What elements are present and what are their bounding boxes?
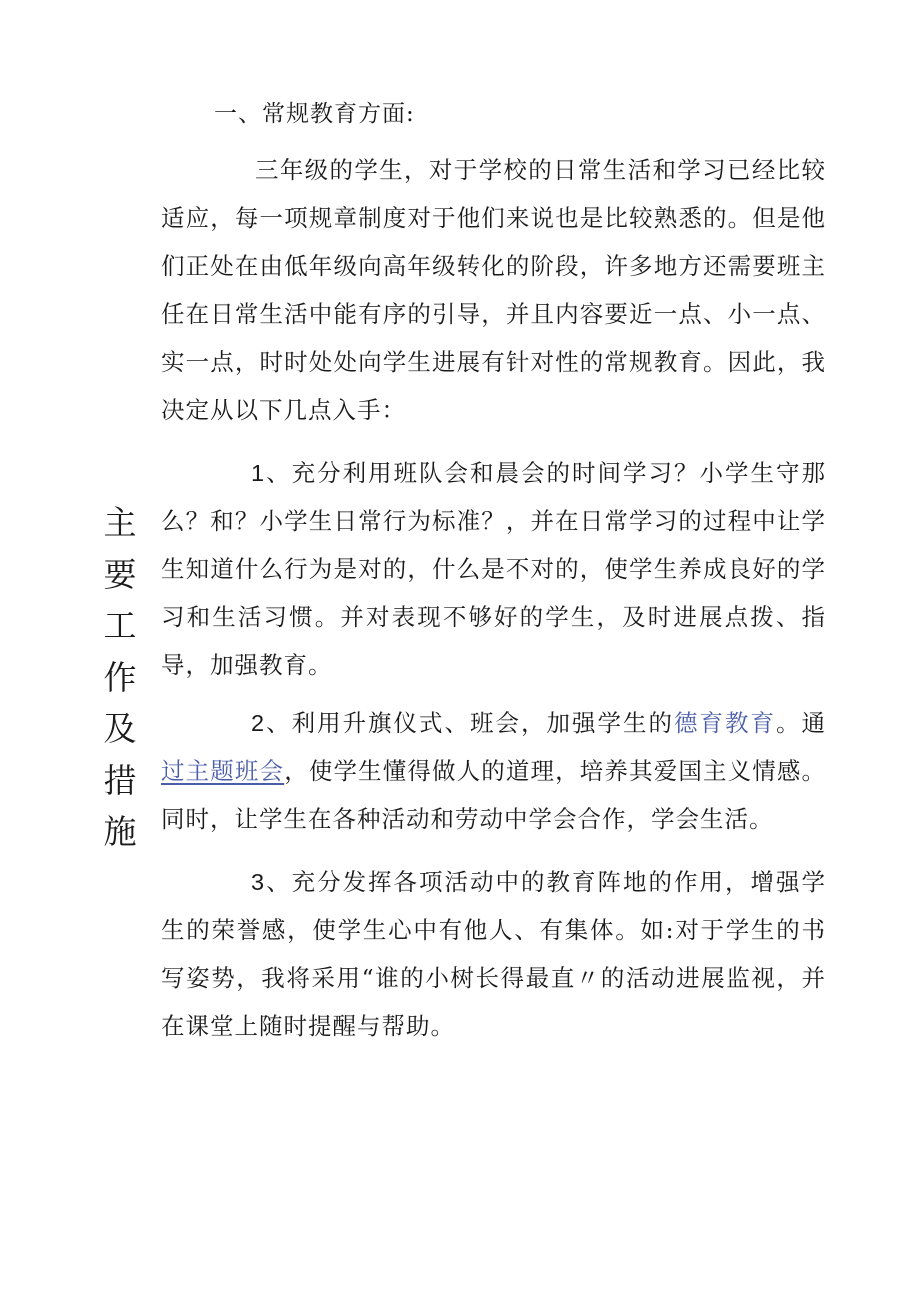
- item-1-text: 、充分利用班队会和晨会的时间学习？小学生守那么？和？小学生日常行为标准？，并在日常学习的过程中让学生知道什么行为是对的，什么是不对的，使学生养成良好的学习和生活习惯。并对表现不够好的学生，及时进展点拨、指导，加强教育。: [161, 459, 826, 679]
- side-title-char: 作: [103, 657, 137, 697]
- side-title-char: 施: [103, 812, 137, 851]
- item-1-number: 1: [251, 460, 266, 486]
- theme-class-meeting-link[interactable]: 过主题班会: [161, 757, 285, 785]
- item-3-number: 3: [251, 869, 266, 895]
- side-title-char: 措: [103, 760, 137, 800]
- item-2-text-b: 。通: [776, 709, 827, 737]
- side-title: [98, 497, 142, 858]
- side-title-char: 要: [103, 554, 137, 594]
- item-1-paragraph: [161, 449, 826, 689]
- side-title-char: 工: [103, 606, 137, 645]
- item-2-text-a: 、利用升旗仪式、班会，加强学生的: [265, 709, 675, 737]
- moral-education-link[interactable]: 德育教育: [674, 709, 777, 737]
- intro-paragraph: 三年级的学生，对于学校的日常生活和学习已经比较适应，每一项规章制度对于他们来说也是比较熟悉的。但是他们正处在由低年级向高年级转化的阶段，许多地方还需要班主任在日常生活中能有序的引导，并且内容要近一点、小一点、实一点，时时处处向学生进展有针对性的常规教育。因此，我决定从以下几点入手：: [161, 156, 826, 424]
- item-2-paragraph: [161, 699, 826, 843]
- side-title-char: 主: [103, 503, 137, 542]
- item-3-paragraph: [161, 858, 826, 1050]
- side-title-char: 及: [103, 709, 137, 748]
- item-2-number: 2: [251, 710, 266, 736]
- item-2-text-c: ，使学生懂得做人的道理，培养其爱国主义情感。同时，让学生在各种活动和劳动中学会合作，学会生活。: [161, 757, 827, 833]
- item-3-text: 、充分发挥各项活动中的教育阵地的作用，增强学生的荣誉感，使学生心中有他人、有集体。如:对于学生的书写姿势，我将采用“谁的小树长得最直〃的活动进展监视，并在课堂上随时提醒与帮助。: [161, 868, 826, 1040]
- section-heading: 一、常规教育方面:: [214, 101, 415, 127]
